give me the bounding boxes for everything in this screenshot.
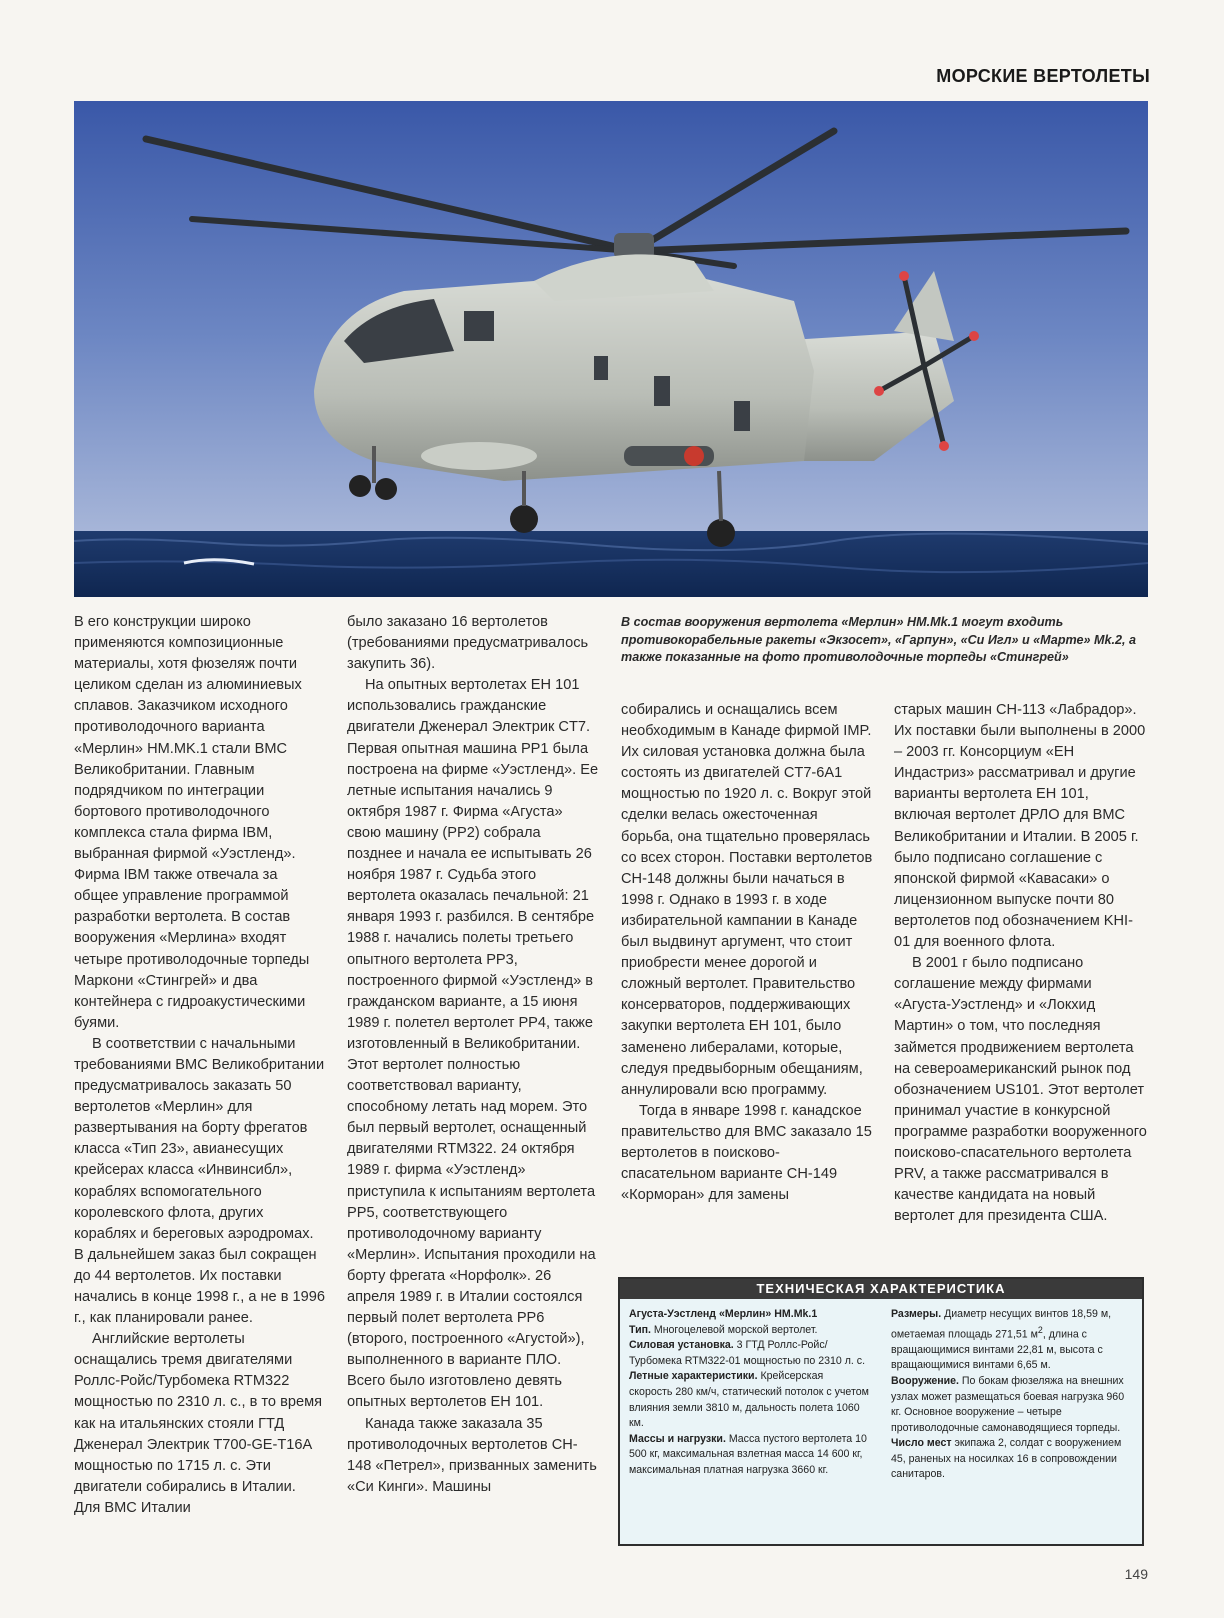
spec-column-left [629,1307,869,1479]
spec-value: Крейсерская скорость 280 км/ч, статический потолок с учетом влияния земли 3810 м, дальность полета 1060 км. [629,1370,869,1430]
spec-value: , длина с вращающимися винтами 22,81 м, высота с вращающимися винтами 6,65 м. [891,1328,1103,1372]
spec-value: Диаметр несущих винтов 18,59 м, ометаемая площадь 271,51 м [891,1308,1112,1341]
paragraph: собирались и оснащались всем необходимым в Канаде фирмой IMP. Их силовая установка должна была состоять из двигателей CT7-6A1 мощностью по 1920 л. с. Вокруг этой сделки велась ожесточенная борьба, она тщательно проверялась со всех сторон. Поставки вертолетов CH-148 должны были начаться в 1998 г. Однако в 1993 г. в ходе избирательной кампании в Канаде был выдвинут аргумент, что стоит приобрести менее дорогой и сложный вертолет. Правительство консерваторов, поддерживающих закупки вертолета EH 101, было заменено либералами, которые, следуя предвыборным обещаниям, аннулировали всю программу. [621,702,873,1098]
spec-value: Многоцелевой морской вертолет. [650,1323,818,1336]
spec-label: Вооружение. [891,1374,959,1387]
paragraph: В 2001 г было подписано соглашение между фирмами «Агуста-Уэстленд» и «Локхид Мартин» о том, что последняя займется продвижением вертолета на североамериканский рынок под обозначением US101. Этот вертолет принимал участие в конкурсной программе разработки вооруженного поисково-спасательного вертолета PRV, а также рассматривался в качестве кандидата на новый вертолет для президента США. [894,955,1147,1225]
spec-value: 3 ГТД Роллс-Ройс/Турбомека RTM322-01 мощностью по 2310 л. с. [629,1339,866,1367]
spec-superscript: 2 [1037,1324,1043,1335]
paragraph: старых машин CH-113 «Лабрадор». Их поставки были выполнены в 2000 – 2003 гг. Консорциум «EH Индастриз» рассматривал и другие варианты вертолета EH 101, включая вертолет ДРЛО для ВМС Великобритании и Италии. В 2005 г. было подписано соглашение с японской фирмой «Кавасаки» о лицензионном выпуске почти 80 вертолетов под обозначением KHI-01 для военного флота. [894,702,1146,951]
photo-caption: В состав вооружения вертолета «Мерлин» HM.Mk.1 могут входить противокорабельные ракеты «Экзосет», «Гарпун», «Си Игл» и «Марте» Mk.2, а также показанные на фото противолодочные торпеды «Стингрей» [621,615,1137,664]
text-column-2 [347,612,599,1498]
paragraph: Тогда в январе 1998 г. канадское правительство для ВМС заказало 15 вертолетов в поисково-спасательном варианте CH-149 «Корморан» для замены [621,1102,872,1204]
spec-box [618,1277,1144,1546]
spec-model: Агуста-Уэстленд «Мерлин» HM.Mk.1 [629,1308,818,1320]
text-column-1 [74,612,326,1519]
spec-value: экипажа 2, солдат с вооружением 45, раненых на носилках 16 в сопровождении санитаров. [891,1437,1122,1481]
spec-label: Массы и нагрузки. [629,1432,726,1445]
paragraph: В соответствии с начальными требованиями ВМС Великобритании предусматривалось заказать 50 вертолетов «Мерлин» для развертывания на борту фрегатов класса «Тип 23», авианесущих крейсерах класса «Инвинсибл», кораблях вспомогательного королевского флота, других кораблях и береговых аэродромах. В дальнейшем заказ был сокращен до 44 вертолетов. Их поставки начались в конце 1998 г., а не в 1996 г., как планировали ранее. [74,1035,325,1327]
section-title: МОРСКИЕ ВЕРТОЛЕТЫ [936,66,1150,86]
text-column-4 [894,700,1148,1227]
spec-label: Тип. [629,1323,651,1336]
page-number: 149 [1124,1566,1148,1582]
spec-value: По бокам фюзеляжа на внешних узлах может размещаться боевая нагрузка 960 кг. Основное вооружение – четыре противолодочные самонаводящиеся торпеды. [891,1374,1125,1434]
paragraph: было заказано 16 вертолетов (требованиями предусматривалось закупить 36). [347,614,589,673]
spec-label: Число мест [891,1437,952,1450]
paragraph: Канада также заказала 35 противолодочных вертолетов CH-148 «Петрел», призванных заменить «Си Кинги». Машины [347,1415,597,1495]
spec-column-right [891,1307,1135,1483]
paragraph: На опытных вертолетах EH 101 использовались гражданские двигатели Дженерал Электрик CT7. Первая опытная машина PP1 была построена на фирме «Уэстленд». Ее летные испытания начались 9 октября 1987 г. Фирма «Агуста» свою машину (PP2) собрала позднее и начала ее испытывать 26 ноября 1987 г. Судьба этого вертолета оказалась печальной: 21 января 1993 г. разбился. В сентябре 1988 г. начались полеты третьего опытного вертолета PP3, построенного фирмой «Уэстленд» в гражданском варианте, а 15 июня 1989 г. полетел вертолет PP4, также изготовленный в Великобритании. Этот вертолет полностью соответствовал варианту, способному летать над морем. Это был первый вертолет, оснащенный двигателями RTM322. 24 октября 1989 г. фирма «Уэстленд» приступила к испытаниям вертолета PP5, соответствующего противолодочному варианту «Мерлин». Испытания проходили на борту фрегата «Норфолк». 26 апреля 1989 г. в Италии состоялся первый полет вертолета PP6 (второго, построенного «Агустой»), выполненного в варианте ПЛО. Всего было изготовлено девять опытных вертолетов EH 101. [347,677,599,1411]
spec-label: Размеры. [891,1308,942,1320]
spec-value: Масса пустого вертолета 10 500 кг, максимальная взлетная масса 14 600 кг, максимальная платная нагрузка 3660 кг. [629,1432,867,1476]
helicopter-photo [74,101,1148,597]
paragraph: Английские вертолеты оснащались тремя двигателями Роллс-Ройс/Турбомека RTM322 мощностью по 2310 л. с., в то время как на итальянских стояли ГТД Дженерал Электрик T700-GE-T16A мощностью по 1715 л. с. Эти двигатели собирались в Италии. Для ВМС Италии [74,1331,323,1516]
spec-label: Летные характеристики. [629,1370,758,1383]
spec-label: Силовая установка. [629,1339,734,1352]
paragraph: В его конструкции широко применяются композиционные материалы, хотя фюзеляж почти целиком сделан из алюминиевых сплавов. Заказчиком исходного противолодочного варианта «Мерлин» HM.MK.1 стали ВМС Великобритании. Главным подрядчиком по интеграции бортового противолодочного комплекса стала фирма IBM, выбранная фирмой «Уэстленд». Фирма IBM также отвечала за общее управление программой разработки вертолета. В состав вооружения «Мерлина» входят четыре противолодочные торпеды Маркони «Стингрей» и два контейнера с гидроакустическими буями. [74,614,310,1031]
text-column-3 [621,700,873,1206]
spec-title: ТЕХНИЧЕСКАЯ ХАРАКТЕРИСТИКА [620,1279,1142,1299]
